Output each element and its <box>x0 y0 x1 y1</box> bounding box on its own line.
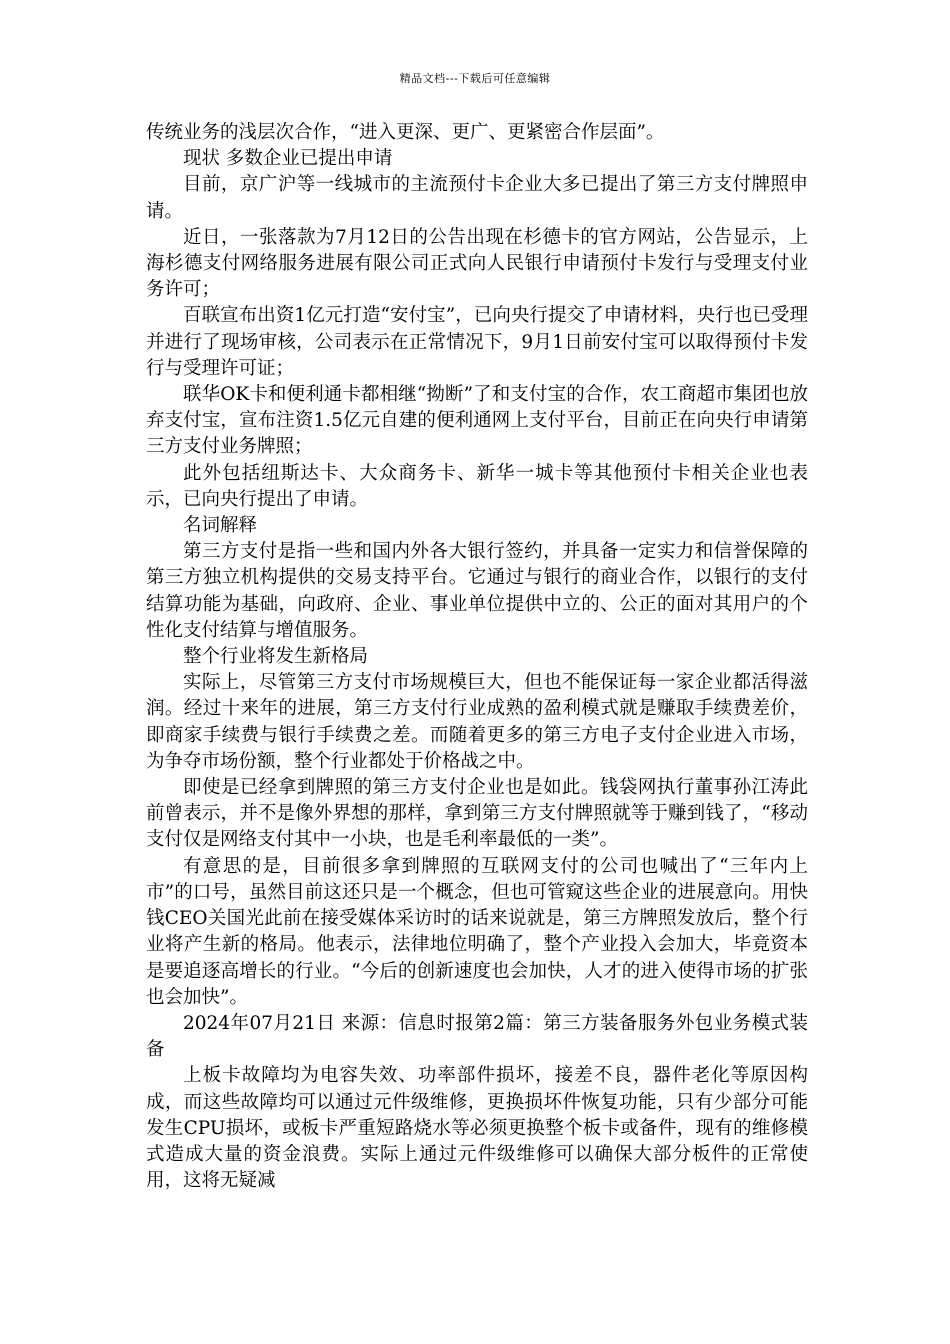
section-heading: 名词解释 <box>183 515 258 537</box>
paragraph: 即使是已经拿到牌照的第三方支付企业也是如此。钱袋网执行董事孙江涛此前曾表示，并不是像外界想的那样，拿到第三方支付牌照就等于赚到钱了，“移动支付仅是网络支付其中一小块，也是毛利率最低的一类”。 <box>146 777 808 851</box>
section-heading: 整个行业将发生新格局 <box>183 646 369 668</box>
page-header: 精品文档---下载后可任意编辑 <box>399 72 551 85</box>
paragraph: 此外包括纽斯达卡、大众商务卡、新华一城卡等其他预付卡相关企业也表示，已向央行提出了申请。 <box>146 462 808 510</box>
paragraph: 实际上，尽管第三方支付市场规模巨大，但也不能保证每一家企业都活得滋润。经过十来年的进展，第三方支付行业成熟的盈利模式就是赚取手续费差价，即商家手续费与银行手续费之差。而随着更多的第三方电子支付企业进入市场，为争夺市场份额，整个行业都处于价格战之中。 <box>146 672 808 772</box>
paragraph: 上板卡故障均为电容失效、功率部件损坏，接差不良，器件老化等原因构成，而这些故障均可以通过元件级维修，更换损坏件恢复功能，只有少部分可能发生CPU损坏，或板卡严重短路烧水等必须更换整个板卡或备件，现有的维修模式造成大量的资金浪费。实际上通过元件级维修可以确保大部分板件的正常使用，这将无疑减 <box>146 1065 808 1192</box>
paragraph: 目前，京广沪等一线城市的主流预付卡企业大多已提出了第三方支付牌照申请。 <box>146 174 808 222</box>
paragraph: 联华OK卡和便利通卡都相继“拗断”了和支付宝的合作，农工商超市集团也放弃支付宝，宣布注资1.5亿元自建的便利通网上支付平台，目前正在向央行申请第三方支付业务牌照； <box>146 384 808 458</box>
paragraph: 有意思的是，目前很多拿到牌照的互联网支付的公司也喊出了“三年内上市”的口号，虽然目前这还只是一个概念，但也可管窥这些企业的进展意向。用快钱CEO关国光此前在接受媒体采访时的话来说就是，第三方牌照发放后，整个行业将产生新的格局。他表示，法律地位明确了，整个产业投入会加大，毕竟资本是要追逐高增长的行业。“今后的创新速度也会加快，人才的进入使得市场的扩张也会加快”。 <box>146 855 808 1008</box>
document-body <box>146 120 808 1194</box>
paragraph: 百联宣布出资1亿元打造“安付宝”，已向央行提交了申请材料，央行也已受理并进行了现场审核，公司表示在正常情况下，9月1日前安付宝可以取得预付卡发行与受理许可证； <box>146 305 808 379</box>
source-line: 2024年07月21日 来源：信息时报第2篇：第三方装备服务外包业务模式装备 <box>146 1012 808 1061</box>
paragraph: 近日，一张落款为7月12日的公告出现在杉德卡的官方网站，公告显示，上海杉德支付网络服务进展有限公司正式向人民银行申请预付卡发行与受理支付业务许可； <box>146 226 808 301</box>
section-heading: 现状 多数企业已提出申请 <box>183 148 393 170</box>
paragraph: 传统业务的浅层次合作，“进入更深、更广、更紧密合作层面”。 <box>146 122 665 143</box>
paragraph: 第三方支付是指一些和国内外各大银行签约，并具备一定实力和信誉保障的第三方独立机构提供的交易支持平台。它通过与银行的商业合作，以银行的支付结算功能为基础，向政府、企业、事业单位提供中立的、公正的面对其用户的个性化支付结算与增值服务。 <box>146 541 808 641</box>
